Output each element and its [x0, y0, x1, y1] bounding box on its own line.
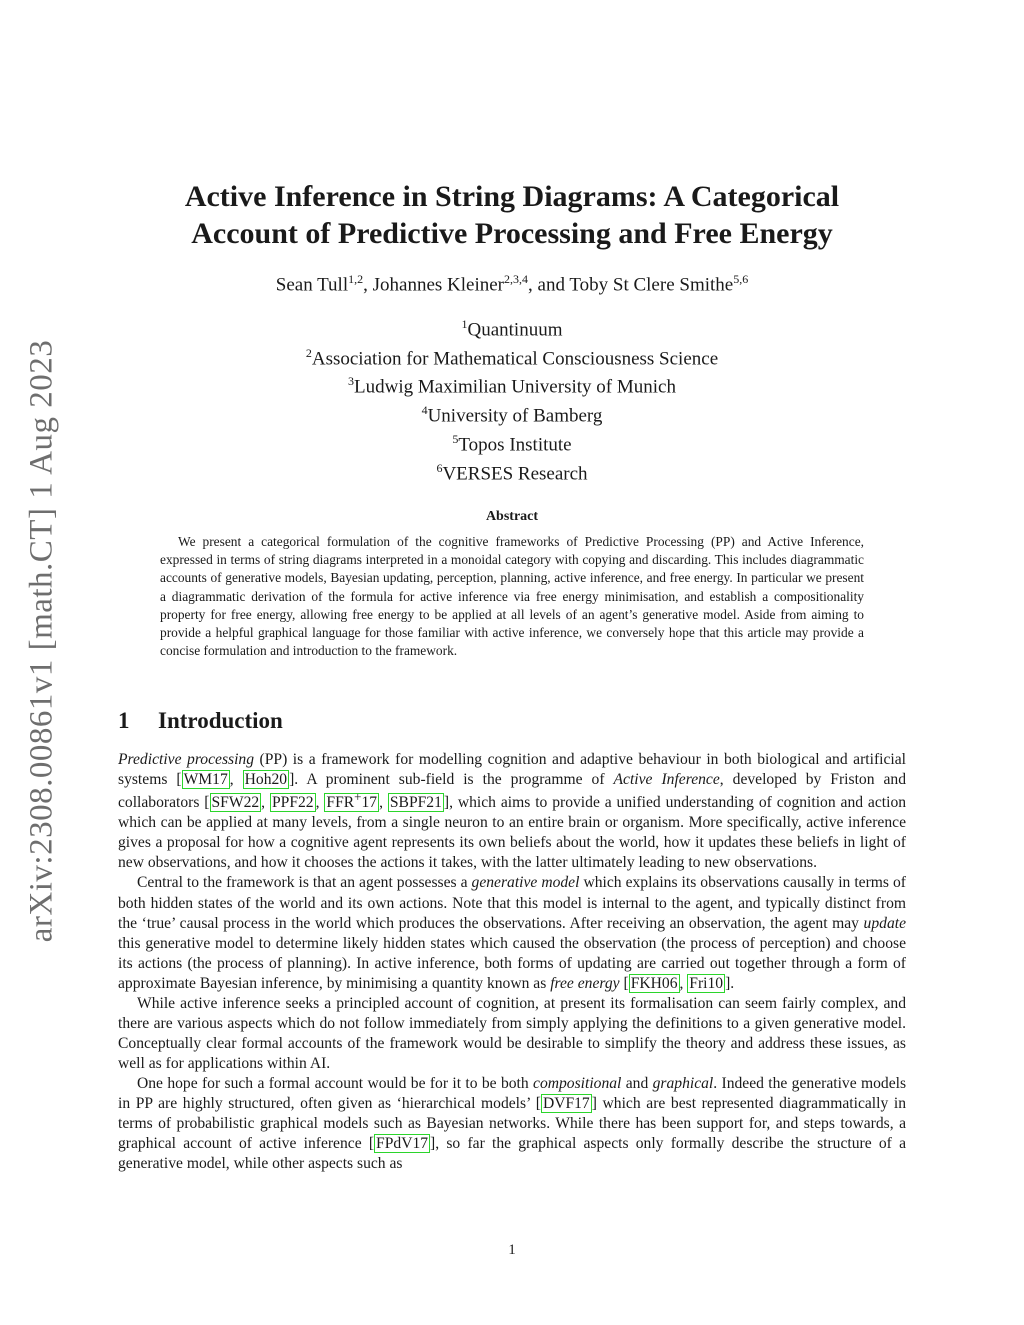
affiliation-name: Quantinuum	[467, 319, 563, 341]
paragraph: One hope for such a formal account would be for it to be both compositional and graphical. Indeed the generative models in PP are highly structured, often given as ‘hierarchical models’ [ DVF17 ] which are best represented diagrammatically in terms of probabilistic graphical models such as Bayesian networks. While there has been support for, and steps towards, a graphical account of active inference [ FPdV17 ], so far the graphical aspects only formally describe the structure of a generative model, while other aspects such as	[118, 1074, 907, 1173]
author-affiliation-marks: 5,6	[733, 272, 749, 286]
affiliation	[120, 370, 904, 399]
affiliation-name: University of Bamberg	[427, 405, 603, 427]
affiliation	[120, 399, 904, 428]
author-name: Toby St Clere Smithe	[569, 274, 734, 296]
affiliation	[120, 342, 904, 371]
affiliation-mark: 2	[305, 345, 312, 360]
page-number: 1	[508, 1242, 516, 1258]
author-affiliation-marks: 1,2	[348, 272, 364, 286]
citation-link[interactable]: PPF22	[271, 794, 314, 812]
citation-link[interactable]: DVF17	[542, 1094, 590, 1112]
affiliation-mark: 4	[421, 403, 428, 418]
citation-link[interactable]: WM17	[183, 771, 228, 789]
citation-link[interactable]: Hoh20	[244, 771, 288, 789]
paragraph: Predictive processing (PP) is a framework for modelling cognition and adaptive behaviour in both biological and artificial systems [ WM17 , Hoh20 ]. A prominent sub-field is the programme of Active Inference, developed by Friston and collaborators [ SFW22 , PPF22 , FFR+17 , SBPF21 ], which aims to provide a unified understanding of cognition and action which can be applied at many levels, from a single neuron to an entire brain or organism. More specifically, active inference gives a proposal for how a cognitive agent represents its own beliefs about the world, how it updates these beliefs in light of new observations, and how it chooses the actions it takes, with the latter ultimately leading to new observations.	[118, 751, 907, 872]
emphasis-text: graphical	[652, 1074, 714, 1092]
affiliation	[120, 457, 904, 486]
emphasis-text: generative model	[471, 874, 580, 892]
citation-link[interactable]: Fri10	[689, 974, 724, 992]
citation-link[interactable]: FKH06	[630, 974, 678, 992]
affiliation	[120, 428, 904, 457]
affiliation-name: Ludwig Maximilian University of Munich	[354, 376, 676, 398]
affiliation	[120, 313, 904, 342]
affiliation-mark: 1	[461, 317, 468, 331]
arxiv-identifier-text: arXiv:2308.00861v1 [math.CT] 1 Aug 2023	[23, 339, 60, 943]
affiliation-name: VERSES Research	[442, 463, 588, 484]
citation-link[interactable]: FPdV17	[376, 1135, 429, 1153]
affiliation-mark: 5	[452, 431, 459, 446]
citation-link[interactable]: SFW22	[211, 794, 260, 812]
author-list	[120, 272, 904, 296]
affiliation-list	[120, 313, 904, 485]
emphasis-text: Active Inference	[613, 771, 720, 789]
section-number: 1	[118, 708, 130, 733]
title-line-2: Account of Predictive Processing and Free Energy	[191, 217, 833, 250]
citation-link[interactable]: SBPF21	[389, 794, 442, 812]
emphasis-text: Predictive processing	[118, 751, 255, 768]
affiliation-name: Association for Mathematical Consciousness Science	[311, 348, 719, 370]
section-heading	[118, 708, 283, 734]
affiliation-name: Topos Institute	[458, 434, 572, 456]
arxiv-identifier	[22, 335, 62, 947]
author-separator: ,	[363, 274, 373, 296]
paragraph: While active inference seeks a principled account of cognition, at present its formalisation can seem fairly complex, and there are various aspects which do not follow immediately from simply applying the definitions to a given generative model. Conceptually clear formal accounts of the framework would be desirable to simplify the theory and address these issues, as well as for applications within AI.	[118, 994, 906, 1072]
emphasis-text: free energy	[550, 974, 620, 992]
paper-title	[120, 178, 904, 252]
emphasis-text: update	[863, 914, 906, 932]
emphasis-text: compositional	[533, 1074, 622, 1092]
affiliation-mark: 6	[436, 460, 443, 475]
abstract-text: We present a categorical formulation of the cognitive frameworks of Predictive Processing (PP) and Active Inference, expressed in terms of string diagrams interpreted in a monoidal category with copying and discarding. This includes diagrammatic accounts of generative models, Bayesian updating, perception, planning, active inference, and free energy. In particular we present a diagrammatic derivation of the formula for active inference via free energy minimisation, and establish a compositionality property for free energy, allowing free energy to be applied at all levels of an agent’s generative model. Aside from aiming to provide a helpful graphical language for those familiar with active inference, we conversely hope that this article may provide a concise formulation and introduction to the framework.	[160, 534, 864, 659]
author-affiliation-marks: 2,3,4	[504, 272, 529, 286]
affiliation-mark: 3	[348, 374, 355, 389]
citation-link[interactable]: FFR+17	[326, 789, 378, 812]
body-text	[118, 750, 906, 1174]
author-separator: , and	[528, 274, 570, 296]
abstract-heading: Abstract	[485, 509, 539, 524]
paragraph: Central to the framework is that an agent possesses a generative model which explains its observations causally in terms of both hidden states of the world and its own actions. Note that this model is internal to the agent, and typically distinct from the ‘true’ causal process in the world which produces the observations. After receiving an observation, the agent may update this generative model to determine likely hidden states which caused the observation (the process of perception) and choose its actions (the process of planning). In active inference, both forms of updating are carried out together through a form of approximate Bayesian inference, by minimising a quantity known as free energy [ FKH06 , Fri10 ].	[118, 874, 906, 992]
title-line-1: Active Inference in String Diagrams: A Categorical	[184, 180, 840, 213]
section-title: Introduction	[158, 708, 283, 733]
author-name: Johannes Kleiner	[372, 274, 505, 296]
author-name: Sean Tull	[275, 274, 349, 296]
